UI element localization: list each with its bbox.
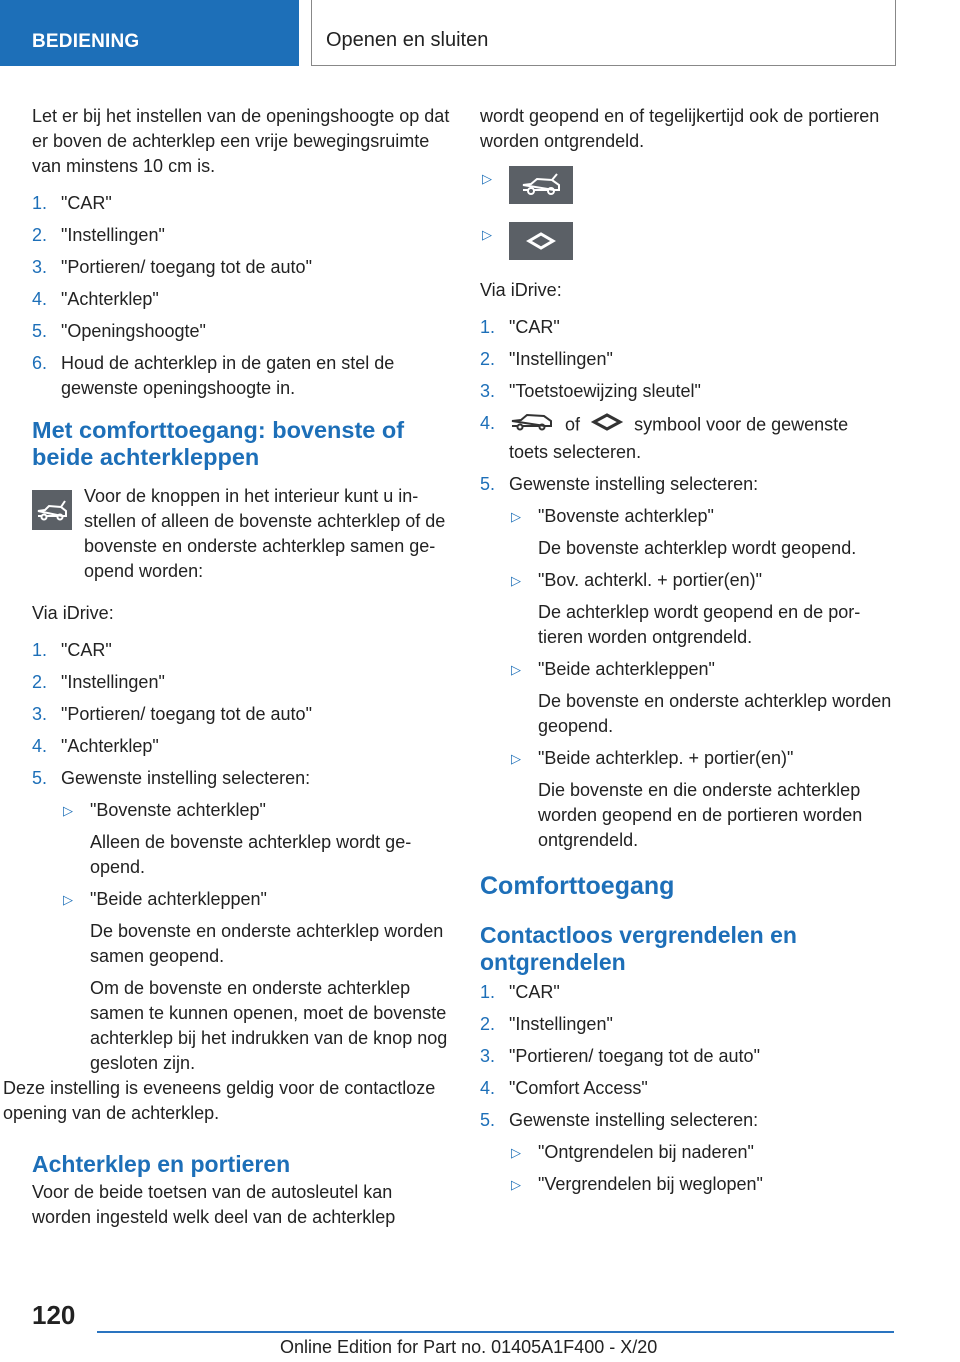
- triangle-bullet-icon: ▷: [511, 573, 521, 588]
- car-tailgate-icon: [509, 411, 555, 440]
- list-item: 4. of symbool voor de gewenste toets selecteren.: [480, 413, 849, 462]
- list-item: 1. "CAR": [32, 640, 112, 660]
- list-item: 2. "Instellingen": [32, 672, 165, 692]
- list-item: 2. "Instellingen": [32, 225, 165, 245]
- options-list: [509, 1140, 892, 1197]
- section-title: BEDIENING: [32, 31, 140, 52]
- car-tailgate-icon: [32, 490, 72, 530]
- list-item: 1. "CAR": [480, 982, 560, 1002]
- footer-edition-text: Online Edition for Part no. 01405A1F400 - X/20: [280, 1337, 658, 1357]
- list-item: ▷ "Beide achterklep. + portier(en)" Die bovenste en die onderste achterklep worden geopend en de portieren worden ontgrendeld.: [509, 746, 892, 853]
- option-description: De achterklep wordt geopend en de portieren worden ontgrendeld.: [538, 602, 861, 647]
- list-item: 3. "Toetstoewijzing sleutel": [480, 381, 701, 401]
- steps-list-right: [480, 315, 892, 853]
- via-idrive-label: Via iDrive:: [32, 603, 114, 623]
- paragraph: Deze instelling is eveneens geldig voor de contactloze opening van de achterklep.: [3, 1078, 436, 1123]
- options-list: [61, 798, 450, 1076]
- section-heading-tailgate-doors: Achterklep en portieren: [32, 1151, 291, 1177]
- diamond-unlock-icon: [509, 222, 573, 260]
- left-column: [3, 104, 450, 1238]
- intro-with-icon: [32, 484, 450, 584]
- triangle-bullet-icon: ▷: [511, 662, 521, 677]
- list-item: 3. "Portieren/ toegang tot de auto": [32, 704, 312, 724]
- section-heading-comforttoegang: Comforttoegang: [480, 872, 675, 900]
- option-description: De bovenste en onderste achterklep worden samen geopend.: [90, 921, 444, 966]
- option-description: Om de bovenste en onderste achterklep samen te kunnen openen, moet de bovenste achterklep bij het indrukken van de knop nog gesloten zijn.: [90, 978, 448, 1073]
- list-item: ▷ "Beide achterkleppen" De bovenste en onderste achterklep worden geopend.: [509, 657, 892, 739]
- triangle-bullet-icon: ▷: [63, 803, 73, 818]
- triangle-bullet-icon: ▷: [511, 1145, 521, 1160]
- triangle-bullet-icon: ▷: [511, 1177, 521, 1192]
- right-column: [480, 104, 892, 1204]
- option-description: De bovenste en onderste achterklep worden geopend.: [538, 691, 892, 736]
- list-item: 1. "CAR": [480, 317, 560, 337]
- triangle-bullet-icon: ▷: [482, 227, 492, 242]
- footer-divider: [97, 1331, 894, 1333]
- triangle-bullet-icon: ▷: [63, 892, 73, 907]
- option-description: Die bovenste en die onderste achterklep worden geopend en de portieren worden ontgrendeld.: [538, 780, 863, 850]
- paragraph: wordt geopend en of tegelijkertijd ook de portieren worden ontgrendeld.: [480, 106, 880, 151]
- triangle-bullet-icon: ▷: [511, 751, 521, 766]
- list-item: 2. "Instellingen": [480, 1014, 613, 1034]
- list-item: 3. "Portieren/ toegang tot de auto": [480, 1046, 760, 1066]
- chapter-tab: [311, 0, 896, 66]
- list-item: ▷ "Bovenste achterklep" Alleen de bovenste achterklep wordt geopend.: [61, 798, 450, 880]
- comfort-paragraph: Voor de knoppen in het interieur kunt u instellen of alleen de bovenste achterklep of de bovenste en onderste achterklep samen geopend worden:: [84, 486, 446, 581]
- list-item: 5. Gewenste instelling selecteren: ▷ "Ontgrendelen bij naderen" ▷ "Vergrendelen bij weglopen": [480, 1108, 892, 1197]
- list-item: 5. "Openingshoogte": [32, 321, 206, 341]
- list-item: 1. "CAR": [32, 193, 112, 213]
- options-list: [509, 504, 892, 853]
- list-item: 6. Houd de achterklep in de gaten en stel de gewenste openingshoogte in.: [32, 353, 395, 398]
- page-number: 120: [32, 1300, 76, 1330]
- steps-list-1: [32, 191, 450, 401]
- section-heading-comfort: Met comforttoegang: bovenste of beide achterkleppen: [32, 417, 405, 470]
- intro-paragraph: Let er bij het instellen van de openingshoogte op dat er boven de achterklep een vrije bewegingsruimte van minstens 10 cm is.: [32, 106, 450, 176]
- via-idrive-label: Via iDrive:: [480, 280, 562, 300]
- list-item: 5. Gewenste instelling selecteren: ▷ "Bovenste achterklep" De bovenste achterklep wordt geopend. ▷ "Bov. achterkl. + portier(en)" De achterklep wordt geopend en de portieren worden ontgrendeld. ▷ "Beide achterkleppen" De bovenste en onderste achterklep worden geopend. ▷ "Beide achterklep. + portier(en)" Die bovenste en die onderste achterklep worden geopend en de portieren worden ontgrendeld.: [480, 472, 892, 853]
- list-item: 3. "Portieren/ toegang tot de auto": [32, 257, 312, 277]
- list-item: 4. "Achterklep": [32, 736, 159, 756]
- triangle-bullet-icon: ▷: [511, 509, 521, 524]
- option-description: De bovenste achterklep wordt geopend.: [538, 538, 857, 558]
- list-item: ▷ "Vergrendelen bij weglopen": [509, 1172, 892, 1197]
- list-item: ▷ "Beide achterkleppen" De bovenste en onderste achterklep worden samen geopend. Om de bovenste en onderste achterklep samen te kunnen openen, moet de bovenste achterklep bij het indrukken van de knop nog gesloten zijn.: [61, 887, 450, 1076]
- icon-row: [480, 166, 892, 206]
- list-item: ▷ "Bovenste achterklep" De bovenste achterklep wordt geopend.: [509, 504, 892, 561]
- icon-row: [480, 222, 892, 262]
- paragraph: Voor de beide toetsen van de autosleutel kan worden ingesteld welk deel van de achterklep: [32, 1182, 396, 1227]
- list-item: 4. "Comfort Access": [480, 1078, 648, 1098]
- car-tailgate-icon: [509, 166, 573, 204]
- list-item: ▷ "Ontgrendelen bij naderen": [509, 1140, 892, 1165]
- chapter-title: Openen en sluiten: [326, 29, 489, 51]
- diamond-unlock-icon: [590, 412, 624, 439]
- section-heading-contactless: Contactloos vergrendelen en ontgrendelen: [480, 922, 797, 975]
- list-item: 5. Gewenste instelling selecteren: ▷ "Bovenste achterklep" Alleen de bovenste achterklep wordt geopend. ▷ "Beide achterkleppen" De bovenste en onderste achterklep worden samen geopend. Om de bovenste en onderste achterklep samen te kunnen openen, moet de bovenste achterklep bij het indrukken van de knop nog gesloten zijn.: [32, 766, 450, 1076]
- option-description: Alleen de bovenste achterklep wordt geopend.: [90, 832, 412, 877]
- steps-list-right-2: [480, 980, 892, 1197]
- section-tab: [0, 0, 299, 66]
- list-item: 4. "Achterklep": [32, 289, 159, 309]
- list-item: ▷ "Bov. achterkl. + portier(en)" De achterklep wordt geopend en de portieren worden ontgrendeld.: [509, 568, 892, 650]
- steps-list-2: [32, 638, 450, 1076]
- triangle-bullet-icon: ▷: [482, 171, 492, 186]
- list-item: 2. "Instellingen": [480, 349, 613, 369]
